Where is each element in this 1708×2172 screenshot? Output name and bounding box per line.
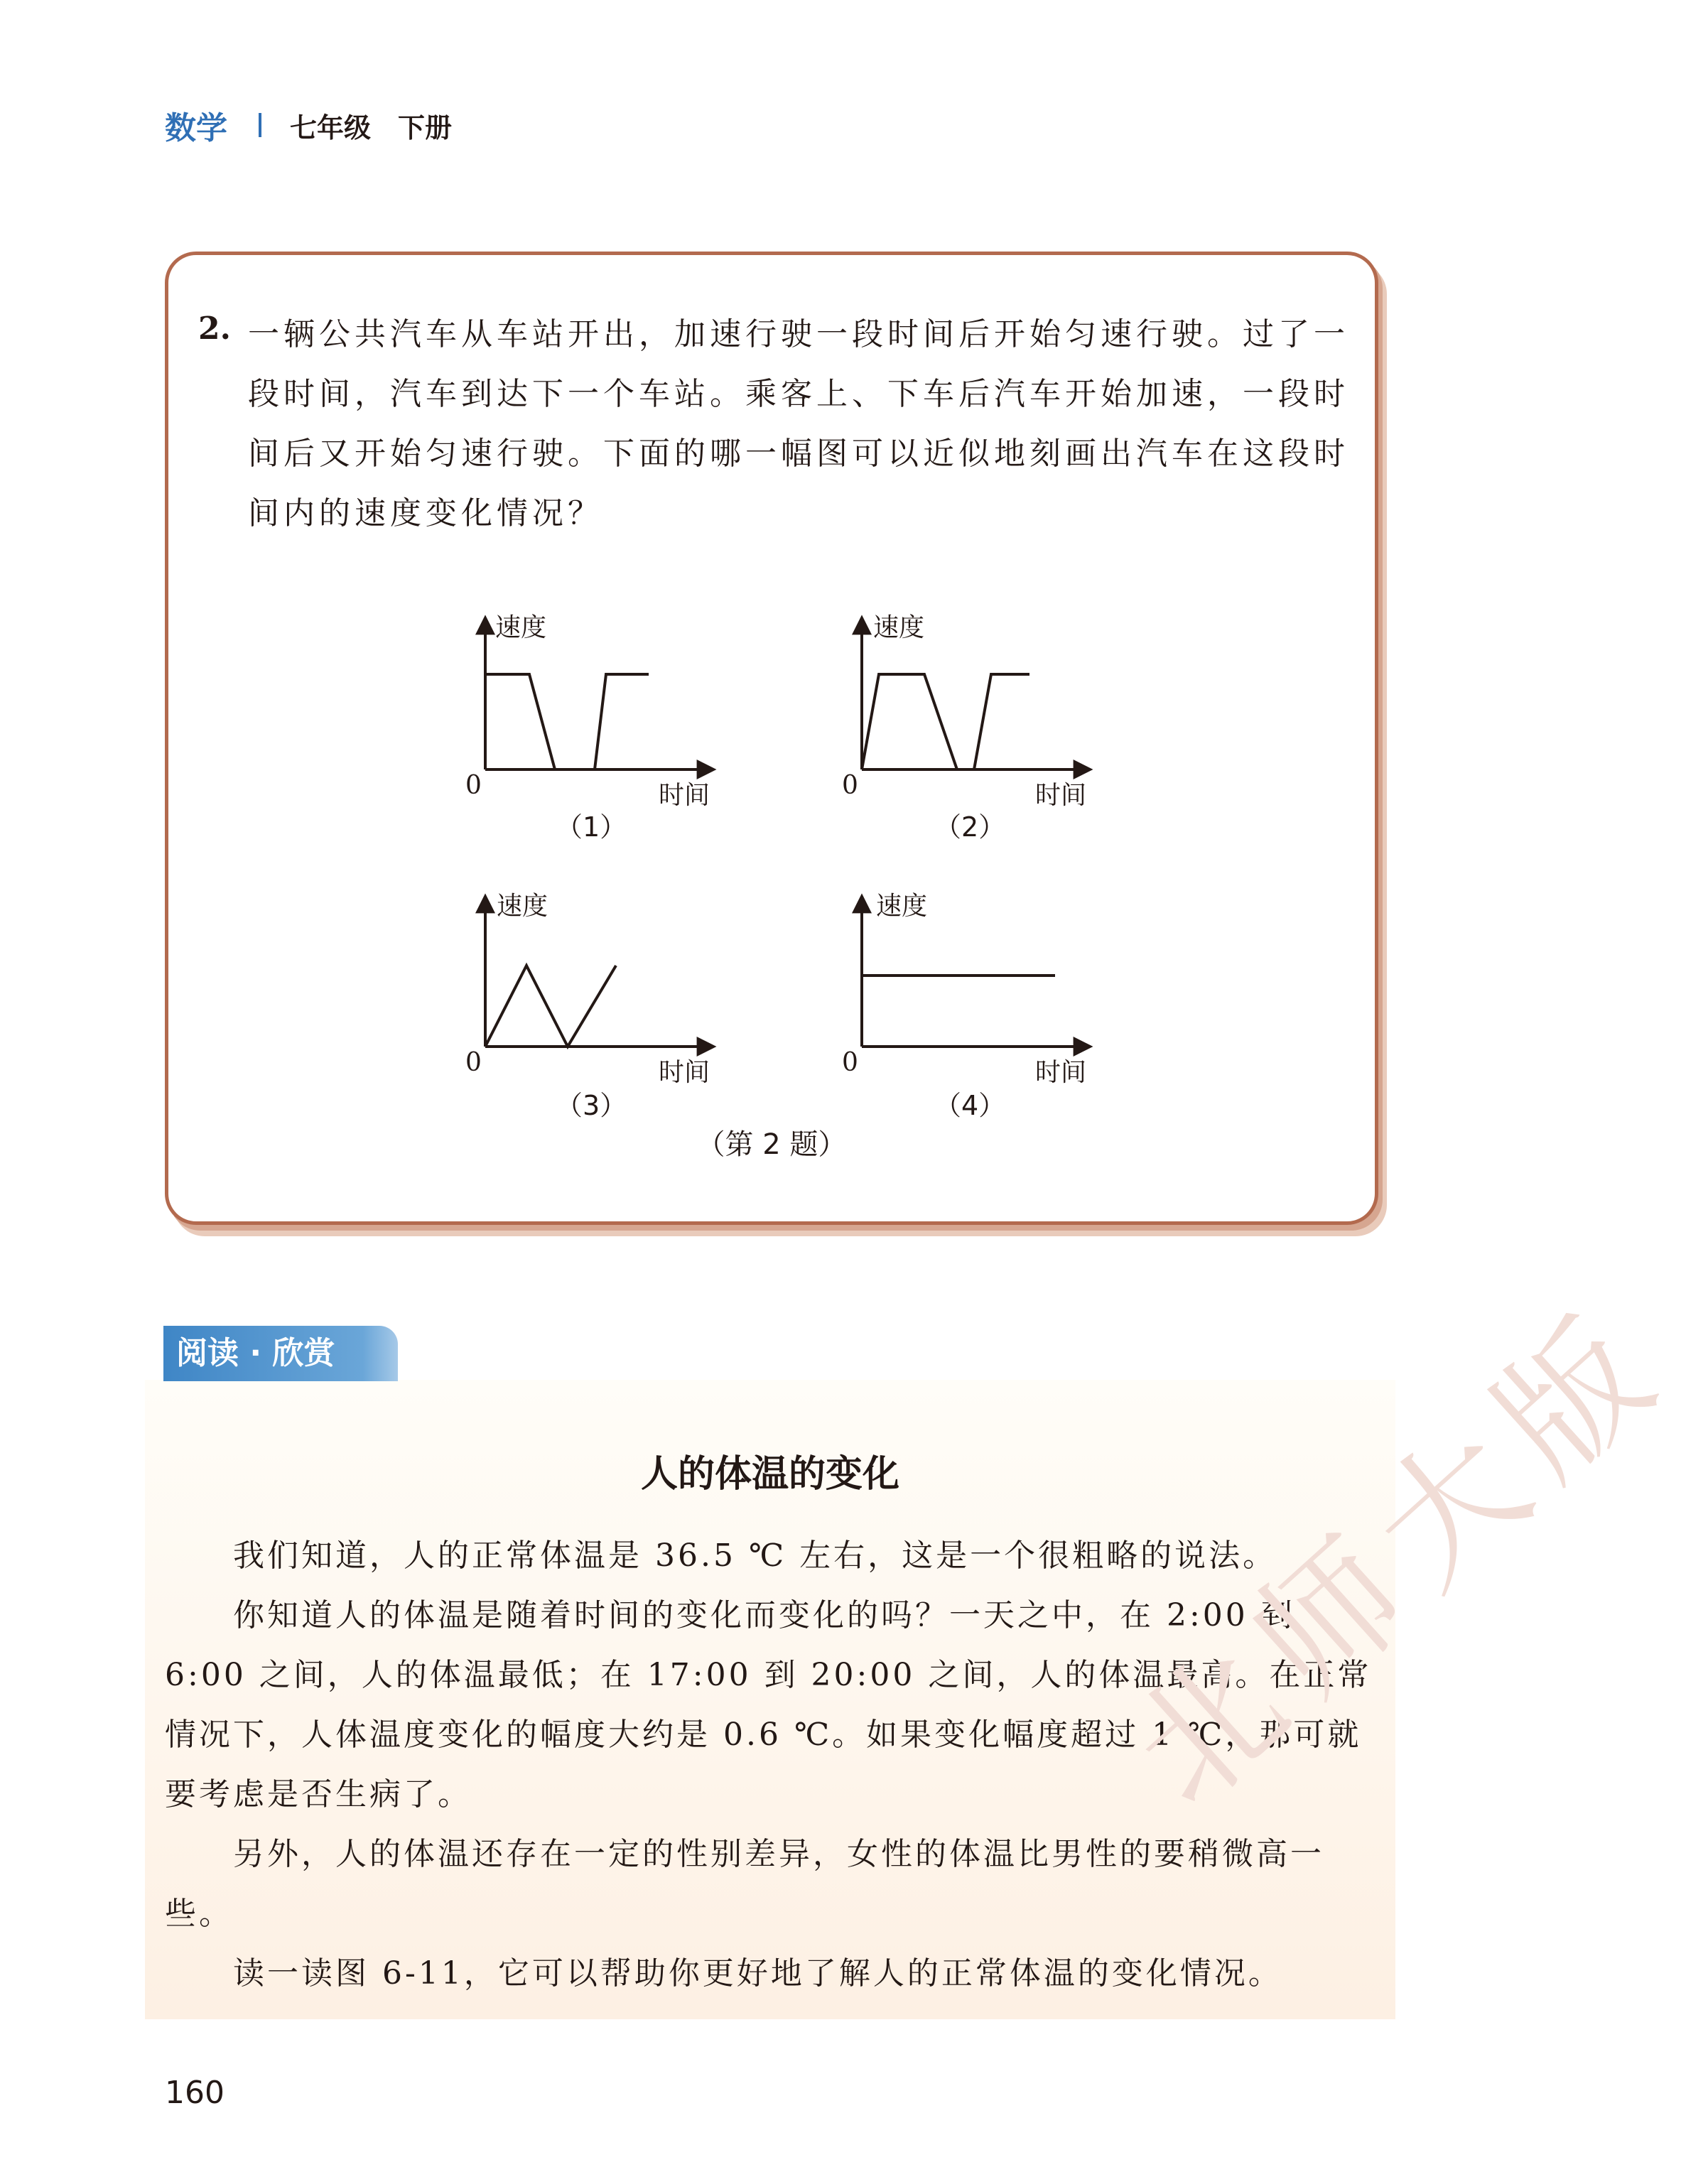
graph-2-speed-curve xyxy=(862,674,1029,769)
reading-paragraph: 读一读图 6-11，它可以帮助你更好地了解人的正常体温的变化情况。 xyxy=(233,1955,1282,1992)
graph-3 xyxy=(465,892,713,1121)
header-divider xyxy=(259,113,261,137)
graph-2-x-label: 时间 xyxy=(1035,781,1087,810)
graph-4 xyxy=(842,892,1089,1121)
graph-4-origin: 0 xyxy=(842,1048,858,1077)
graph-4-x-label: 时间 xyxy=(1035,1058,1087,1087)
running-header xyxy=(165,105,452,145)
figure-caption: （第 2 题） xyxy=(696,1128,847,1161)
graph-3-origin: 0 xyxy=(465,1048,482,1077)
graph-2 xyxy=(842,613,1089,843)
exercise-box xyxy=(165,252,1378,1225)
header-grade: 七年级 xyxy=(290,112,372,144)
question-text: 一辆公共汽车从车站开出，加速行驶一段时间后开始匀速行驶。过了一段时间，汽车到达下一个车站。乘客上、下车后汽车开始加速，一段时间后又开始匀速行驶。下面的哪一幅图可以近似地刻画出汽车在这段时间内的速度变化情况？ xyxy=(248,316,1349,531)
graph-3-speed-curve xyxy=(485,966,616,1047)
reading-section-tag: 阅读 · 欣赏 xyxy=(163,1326,398,1381)
graph-1-origin: 0 xyxy=(465,771,482,800)
graph-1 xyxy=(465,613,713,843)
graph-2-origin: 0 xyxy=(842,771,858,800)
graph-2-label: （2） xyxy=(934,811,1006,843)
graph-3-y-label: 速度 xyxy=(497,892,548,921)
graph-1-y-label: 速度 xyxy=(495,613,547,642)
reading-paragraph: 我们知道，人的正常体温是 36.5 ℃ 左右，这是一个很粗略的说法。 xyxy=(233,1538,1277,1574)
graph-1-label: （1） xyxy=(556,811,627,843)
graph-1-x-label: 时间 xyxy=(659,781,710,810)
speed-time-graphs xyxy=(168,255,1382,1228)
header-volume: 下册 xyxy=(398,112,453,144)
graph-3-x-label: 时间 xyxy=(659,1058,710,1087)
graph-3-label: （3） xyxy=(556,1090,627,1121)
reading-paragraph: 你知道人的体温是随着时间的变化而变化的吗？一天之中，在 2:00 到 6:00 之间，人的体温最低；在 17:00 到 20:00 之间，人的体温最高。在正常情况下，人体温度变化的幅度大约是 0.6 ℃。如果变化幅度超过 1 ℃，那可就要考虑是否生病了。 xyxy=(165,1597,1372,1812)
graph-4-label: （4） xyxy=(934,1090,1006,1121)
publisher-watermark: 北师大版 xyxy=(1101,1277,1698,1837)
page-number: 160 xyxy=(165,2075,225,2111)
graph-1-speed-curve xyxy=(485,674,649,769)
graph-4-y-label: 速度 xyxy=(876,892,928,921)
reading-title: 人的体温的变化 xyxy=(640,1453,899,1496)
reading-paragraph: 另外，人的体温还存在一定的性别差异，女性的体温比男性的要稍微高一些。 xyxy=(165,1836,1324,1932)
header-subject: 数学 xyxy=(165,110,227,146)
graph-2-y-label: 速度 xyxy=(873,613,925,642)
question-number: 2. xyxy=(198,310,231,347)
